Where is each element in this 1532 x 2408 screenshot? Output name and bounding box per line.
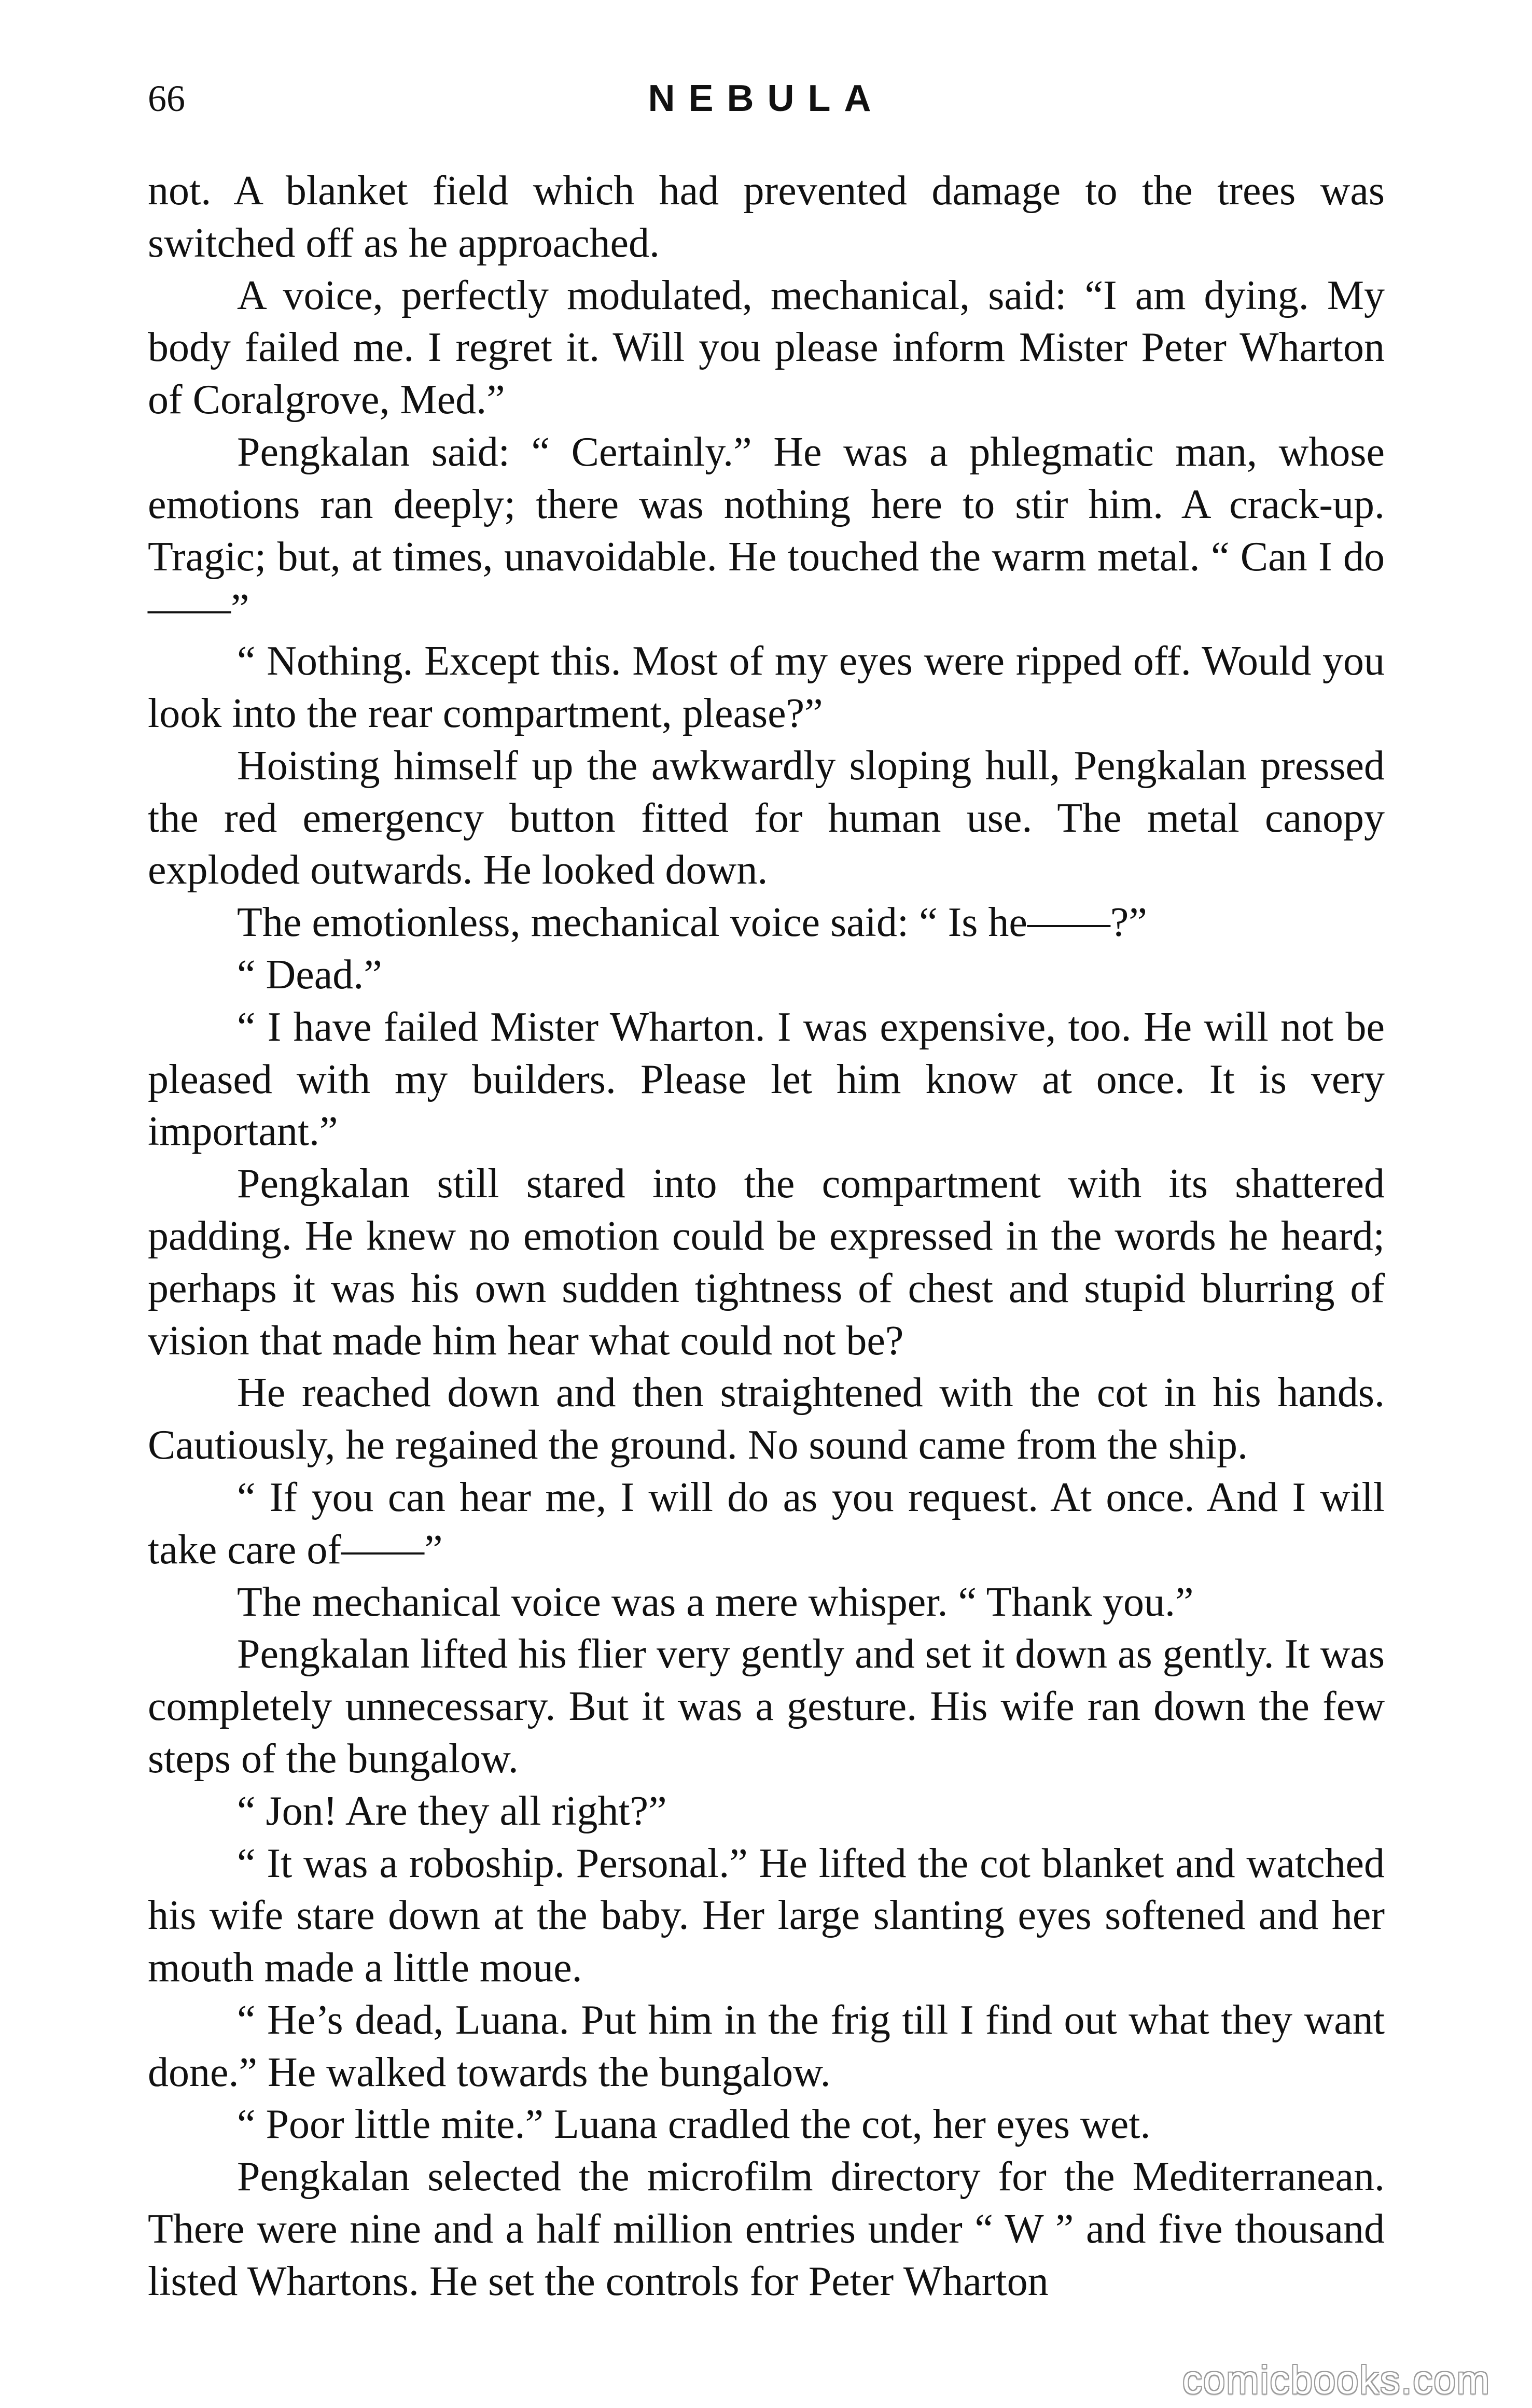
watermark: comicbooks.com [1182,2358,1491,2402]
paragraph: Pengkalan said: “ Certainly.” He was a phlegmatic man, whose emotions ran deeply; there was nothing here to stir him. A crack-up. Tragic; but, at times, unavoidable. He touched the warm metal. “ Can I do——” [148,429,1385,632]
paragraph: “ I have failed Mister Wharton. I was expensive, too. He will not be pleased with my builders. Please let him know at once. It is very important.” [148,1004,1385,1155]
paragraph: “ Nothing. Except this. Most of my eyes were ripped off. Would you look into the rear compartment, please?” [148,638,1385,736]
paragraph: “ If you can hear me, I will do as you request. At once. And I will take care of——” [148,1474,1385,1573]
paragraph: Pengkalan selected the microfilm directory for the Mediterranean. There were nine and a half million entries under “ W ” and five thousand listed Whartons. He set the controls for Peter Wharton [148,2154,1385,2304]
body-text [148,165,1385,2308]
paragraph: “ It was a roboship. Personal.” He lifted the cot blanket and watched his wife stare down at the baby. Her large slanting eyes softened and her mouth made a little moue. [148,1840,1385,1991]
paragraph: “ Poor little mite.” Luana cradled the cot, her eyes wet. [237,2102,1151,2148]
page-header [148,73,1385,135]
paragraph: “ He’s dead, Luana. Put him in the frig till I find out what they want done.” He walked towards the bungalow. [148,1997,1385,2095]
paragraph: “ Dead.” [237,951,382,998]
paragraph: He reached down and then straightened with the cot in his hands. Cautiously, he regained the ground. No sound came from the ship. [148,1370,1385,1468]
paragraph: “ Jon! Are they all right?” [237,1788,667,1834]
paragraph: Pengkalan lifted his flier very gently and set it down as gently. It was completely unnecessary. But it was a gesture. His wife ran down the few steps of the bungalow. [148,1631,1385,1782]
paragraph: The emotionless, mechanical voice said: “ Is he——?” [237,900,1147,946]
paragraph: not. A blanket field which had prevented damage to the trees was switched off as he approached. [148,168,1385,266]
paragraph: Hoisting himself up the awkwardly sloping hull, Pengkalan pressed the red emergency button fitted for human use. The metal canopy exploded outwards. He looked down. [148,743,1385,893]
paragraph: A voice, perfectly modulated, mechanical, said: “I am dying. My body failed me. I regret it. Will you please inform Mister Peter Wharton of Coralgrove, Med.” [148,272,1385,423]
paragraph: Pengkalan still stared into the compartment with its shattered padding. He knew no emotion could be expressed in the words he heard; perhaps it was his own sudden tightness of chest and stupid blurring of vision that made him hear what could not be? [148,1161,1385,1364]
paragraph: The mechanical voice was a mere whisper. “ Thank you.” [237,1579,1194,1625]
page-number: 66 [148,78,185,119]
running-title: NEBULA [648,78,885,119]
